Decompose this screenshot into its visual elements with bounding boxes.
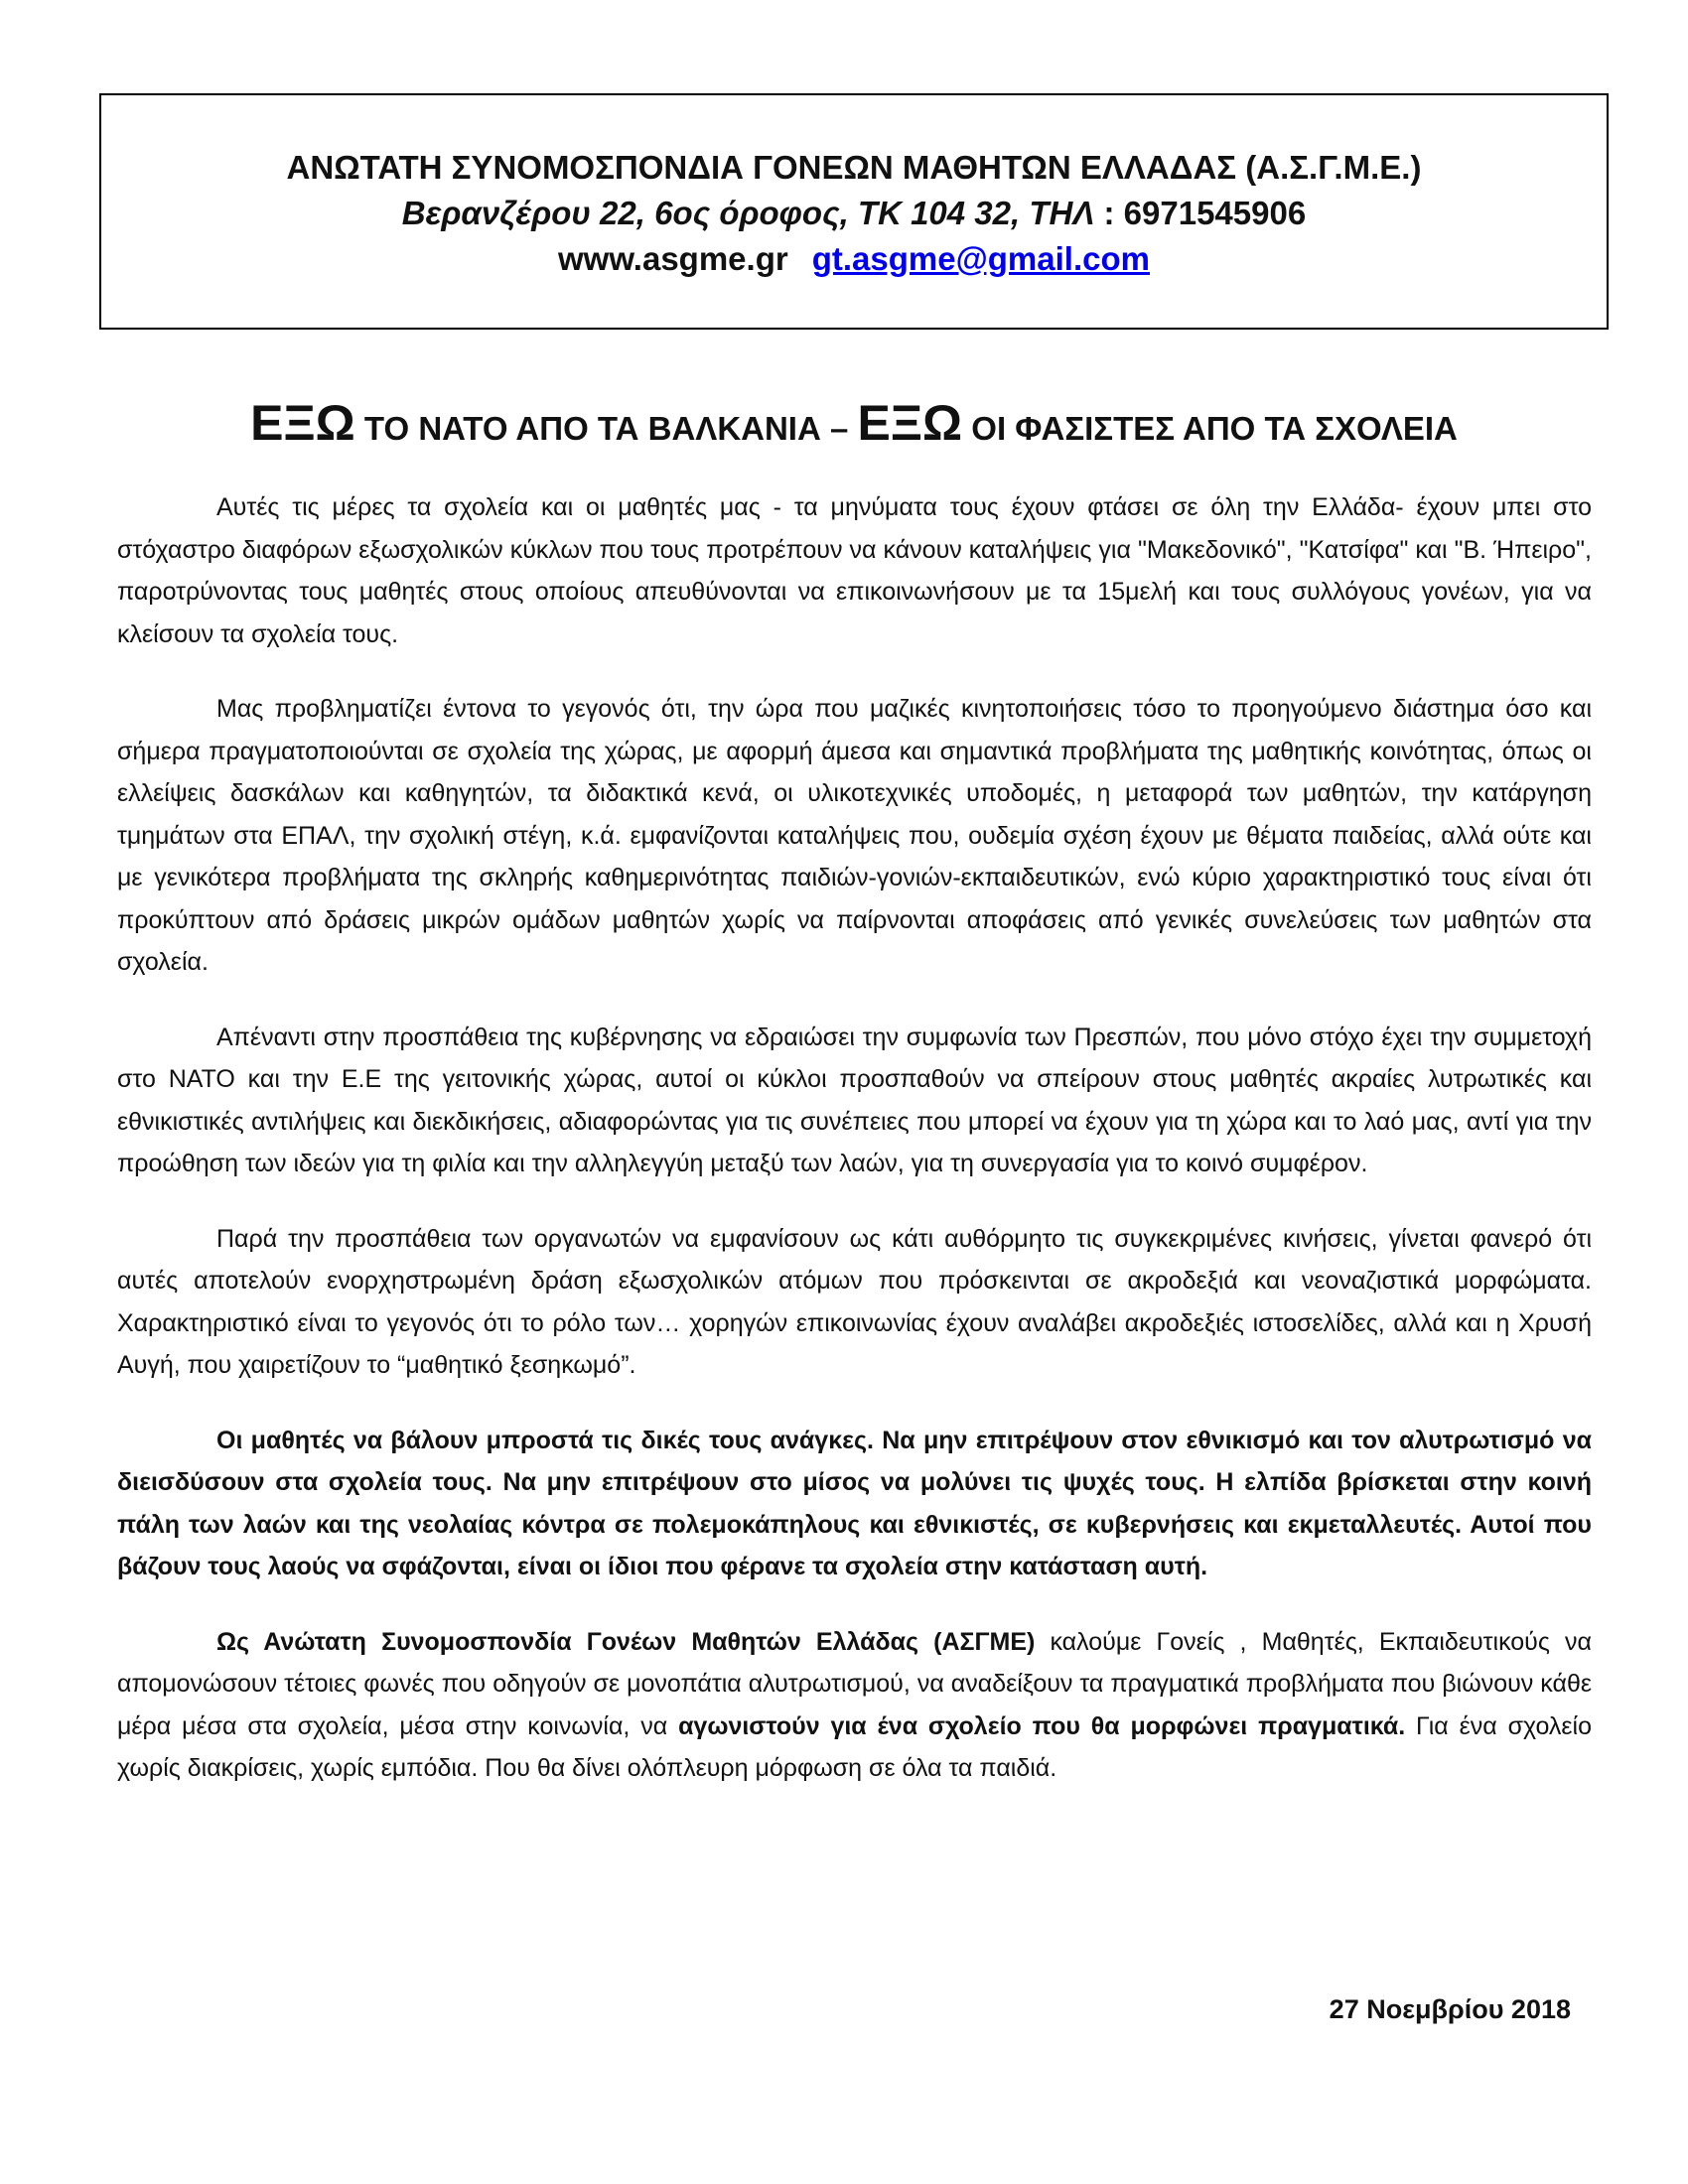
headline-text-2: ΟΙ ΦΑΣΙΣΤΕΣ ΑΠΟ ΤΑ ΣΧΟΛΕΙΑ bbox=[962, 410, 1458, 447]
letterhead-box bbox=[99, 93, 1609, 330]
document-body bbox=[117, 486, 1592, 1823]
paragraph-6-bold-start: Ως Ανώτατη Συνομοσπονδία Γονέων Μαθητών Ελλάδας (ΑΣΓΜΕ) bbox=[216, 1627, 1036, 1656]
paragraph-6-bold-middle: αγωνιστούν για ένα σχολείο που θα μορφώνει πραγματικά. bbox=[678, 1711, 1406, 1740]
email-link[interactable]: gt.asgme@gmail.com bbox=[811, 240, 1150, 277]
paragraph-5-bold: Οι μαθητές να βάλουν μπροστά τις δικές τους ανάγκες. Να μην επιτρέψουν στον εθνικισμό και τον αλυτρωτισμό να διεισδύσουν στα σχολεία τους. Να μην επιτρέψουν στο μίσος να μολύνει τις ψυχές τους. Η ελπίδα βρίσκεται στην κοινή πάλη των λαών και της νεολαίας κόντρα σε πολεμοκάπηλους και εθνικιστές, σε κυβερνήσεις και εκμεταλλευτές. Αυτοί που βάζουν τους λαούς να σφάζονται, είναι οι ίδιοι που φέρανε τα σχολεία στην κατάσταση αυτή. bbox=[117, 1426, 1592, 1580]
headline-emphasis-1: ΕΞΩ bbox=[250, 395, 355, 451]
phone-number: : 6971545906 bbox=[1094, 195, 1307, 231]
headline-text-1: ΤΟ ΝΑΤΟ ΑΠΟ ΤΑ ΒΑΛΚΑΝΙΑ – bbox=[354, 410, 858, 447]
paragraph-6-middle: καλούμε Γονείς , Μαθητές, Εκπαιδευτικούς να απομονώσουν τέτοιες φωνές που οδηγούν σε μονοπάτια αλυτρωτισμού, να αναδείξουν τα πραγματικά προβλήματα που βιώνουν κάθε μέρα μέσα στα σχολεία, μέσα στην κοινωνία, να bbox=[117, 1627, 1592, 1740]
website-text: www.asgme.gr bbox=[558, 240, 788, 277]
paragraph-4: Παρά την προσπάθεια των οργανωτών να εμφανίσουν ως κάτι αυθόρμητο τις συγκεκριμένες κινήσεις, γίνεται φανερό ότι αυτές αποτελούν ενορχηστρωμένη δράση εξωσχολικών ατόμων που πρόσκεινται σε ακροδεξιά και νεοναζιστικά μορφώματα. Χαρακτηριστικό είναι το γεγονός ότι το ρόλο των… χορηγών επικοινωνίας έχουν αναλάβει ακροδεξιές ιστοσελίδες, αλλά και η Χρυσή Αυγή, που χαιρετίζουν το “μαθητικό ξεσηκωμό”. bbox=[117, 1224, 1592, 1379]
organization-name: ΑΝΩΤΑΤΗ ΣΥΝΟΜΟΣΠΟΝΔΙΑ ΓΟΝΕΩΝ ΜΑΘΗΤΩΝ ΕΛΛΑΔΑΣ (Α.Σ.Γ.Μ.Ε.) bbox=[286, 149, 1422, 186]
document-date: 27 Νοεμβρίου 2018 bbox=[1329, 1994, 1571, 2024]
paragraph-3: Απέναντι στην προσπάθεια της κυβέρνησης να εδραιώσει την συμφωνία των Πρεσπών, που μόνο στόχο έχει την συμμετοχή στο ΝΑΤΟ και την Ε.Ε της γειτονικής χώρας, αυτοί οι κύκλοι προσπαθούν να σπείρουν στους μαθητές ακραίες λυτρωτικές και εθνικιστικές αντιλήψεις και διεκδικήσεις, αδιαφορώντας για τις συνέπειες που μπορεί να έχουν για τη χώρα και το λαό μας, αντί για την προώθηση των ιδεών για τη φιλία και την αλληλεγγύη μεταξύ των λαών, για τη συνεργασία για το κοινό συμφέρον. bbox=[117, 1023, 1592, 1177]
paragraph-1: Αυτές τις μέρες τα σχολεία και οι μαθητές μας - τα μηνύματα τους έχουν φτάσει σε όλη την Ελλάδα- έχουν μπει στο στόχαστρο διαφόρων εξωσχολικών κύκλων που τους προτρέπουν να κάνουν καταλήψεις για "Μακεδονικό", "Κατσίφα" και "Β. Ήπειρο", παροτρύνοντας τους μαθητές στους οποίους απευθύνονται να επικοινωνήσουν με τα 15μελή και τους συλλόγους γονέων, για να κλείσουν τα σχολεία τους. bbox=[117, 493, 1592, 648]
paragraph-6 bbox=[117, 1621, 1592, 1790]
headline-emphasis-2: ΕΞΩ bbox=[857, 395, 963, 451]
contact-line bbox=[101, 236, 1607, 282]
paragraph-6-end: Για ένα σχολείο χωρίς διακρίσεις, χωρίς εμπόδια. Που θα δίνει ολόπλευρη μόρφωση σε όλα τα παιδιά. bbox=[117, 1711, 1592, 1782]
address-text: Βερανζέρου 22, 6ος όροφος, ΤΚ 104 32, ΤΗΛ bbox=[401, 195, 1095, 231]
organization-address bbox=[101, 191, 1607, 236]
paragraph-2: Μας προβληματίζει έντονα το γεγονός ότι, την ώρα που μαζικές κινητοποιήσεις τόσο το προηγούμενο διάστημα όσο και σήμερα πραγματοποιούνται σε σχολεία της χώρας, με αφορμή άμεσα και σημαντικά προβλήματα της μαθητικής κοινότητας, όπως οι ελλείψεις δασκάλων και καθηγητών, τα διδακτικά κενά, οι υλικοτεχνικές υποδομές, η μεταφορά των μαθητών, την κατάργηση τμημάτων στα ΕΠΑΛ, την σχολική στέγη, κ.ά. εμφανίζονται καταλήψεις που, ουδεμία σχέση έχουν με θέματα παιδείας, αλλά ούτε και με γενικότερα προβλήματα της σκληρής καθημερινότητας παιδιών-γονιών-εκπαιδευτικών, ενώ κύριο χαρακτηριστικό τους είναι ότι προκύπτουν από δράσεις μικρών ομάδων μαθητών χωρίς να παίρνονται αποφάσεις από γενικές συνελεύσεις των μαθητών στα σχολεία. bbox=[117, 695, 1592, 976]
document-headline bbox=[99, 397, 1609, 455]
